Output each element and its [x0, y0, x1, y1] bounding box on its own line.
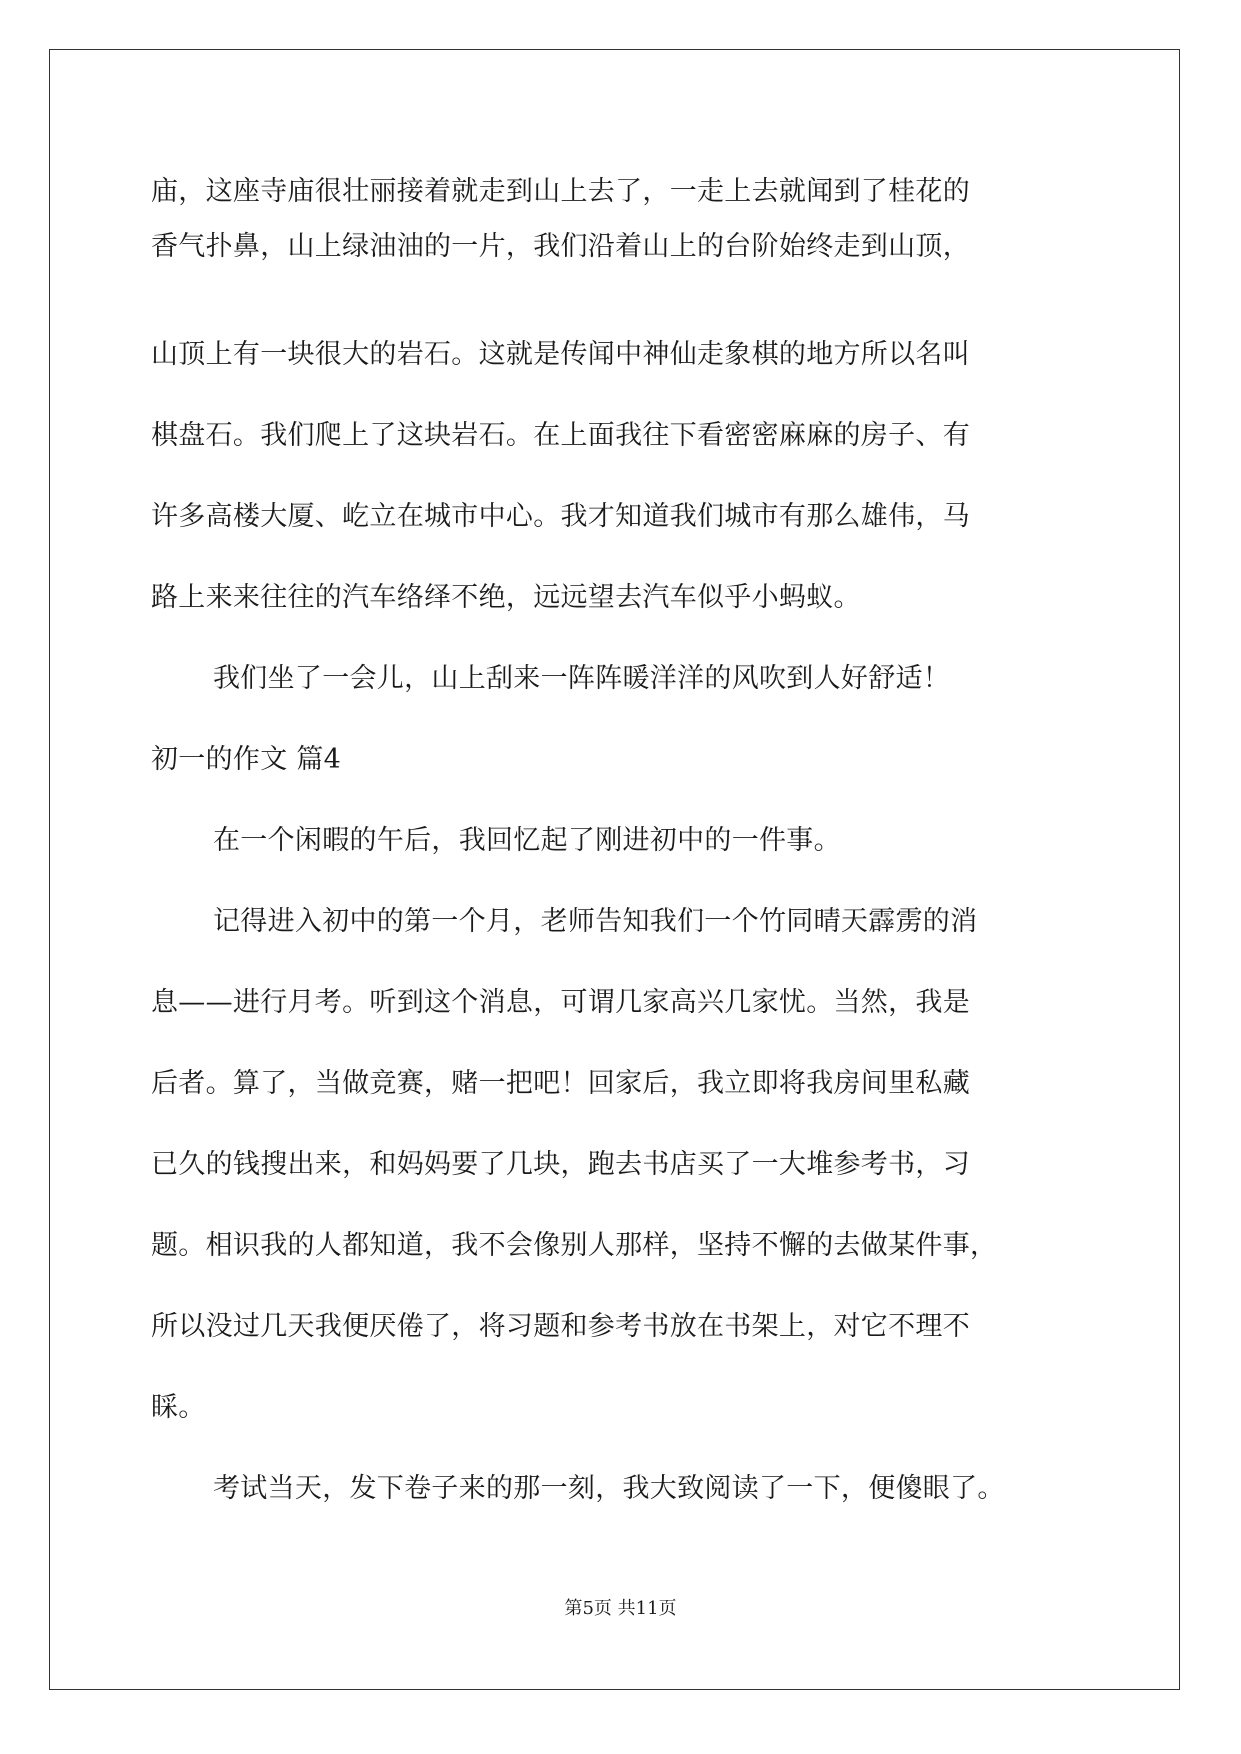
page-number-footer: 第5页 共11页 [564, 1598, 677, 1619]
body-text-line: 路上来来往往的汽车络绎不绝，远远望去汽车似乎小蚂蚁。 [151, 582, 861, 613]
body-text-line: 所以没过几天我便厌倦了，将习题和参考书放在书架上，对它不理不 [151, 1311, 970, 1342]
body-text-line: 在一个闲暇的午后，我回忆起了刚进初中的一件事。 [213, 825, 841, 856]
page-border [49, 49, 1180, 1690]
body-text-line: 许多高楼大厦、屹立在城市中心。我才知道我们城市有那么雄伟，马 [151, 501, 970, 532]
body-text-line: 香气扑鼻，山上绿油油的一片，我们沿着山上的台阶始终走到山顶， [151, 231, 970, 262]
body-text-line: 山顶上有一块很大的岩石。这就是传闻中神仙走象棋的地方所以名叫 [151, 339, 970, 370]
body-text-line: 考试当天，发下卷子来的那一刻，我大致阅读了一下，便傻眼了。 [213, 1473, 1005, 1504]
body-text-line: 我们坐了一会儿，山上刮来一阵阵暖洋洋的风吹到人好舒适！ [213, 663, 951, 694]
section-heading: 初一的作文 篇4 [151, 744, 342, 775]
body-text-line: 记得进入初中的第一个月，老师告知我们一个竹同晴天霹雳的消 [213, 906, 978, 937]
body-text-line: 息——进行月考。听到这个消息，可谓几家高兴几家忧。当然，我是 [151, 987, 970, 1018]
body-text-line: 睬。 [151, 1392, 206, 1423]
body-text-line: 已久的钱搜出来，和妈妈要了几块，跑去书店买了一大堆参考书，习 [151, 1149, 970, 1180]
body-text-line: 后者。算了，当做竞赛，赌一把吧！回家后，我立即将我房间里私藏 [151, 1068, 970, 1099]
body-text-line: 庙，这座寺庙很壮丽接着就走到山上去了，一走上去就闻到了桂花的 [151, 176, 970, 207]
body-text-line: 题。相识我的人都知道，我不会像别人那样，坚持不懈的去做某件事， [151, 1230, 998, 1261]
body-text-line: 棋盘石。我们爬上了这块岩石。在上面我往下看密密麻麻的房子、有 [151, 420, 970, 451]
